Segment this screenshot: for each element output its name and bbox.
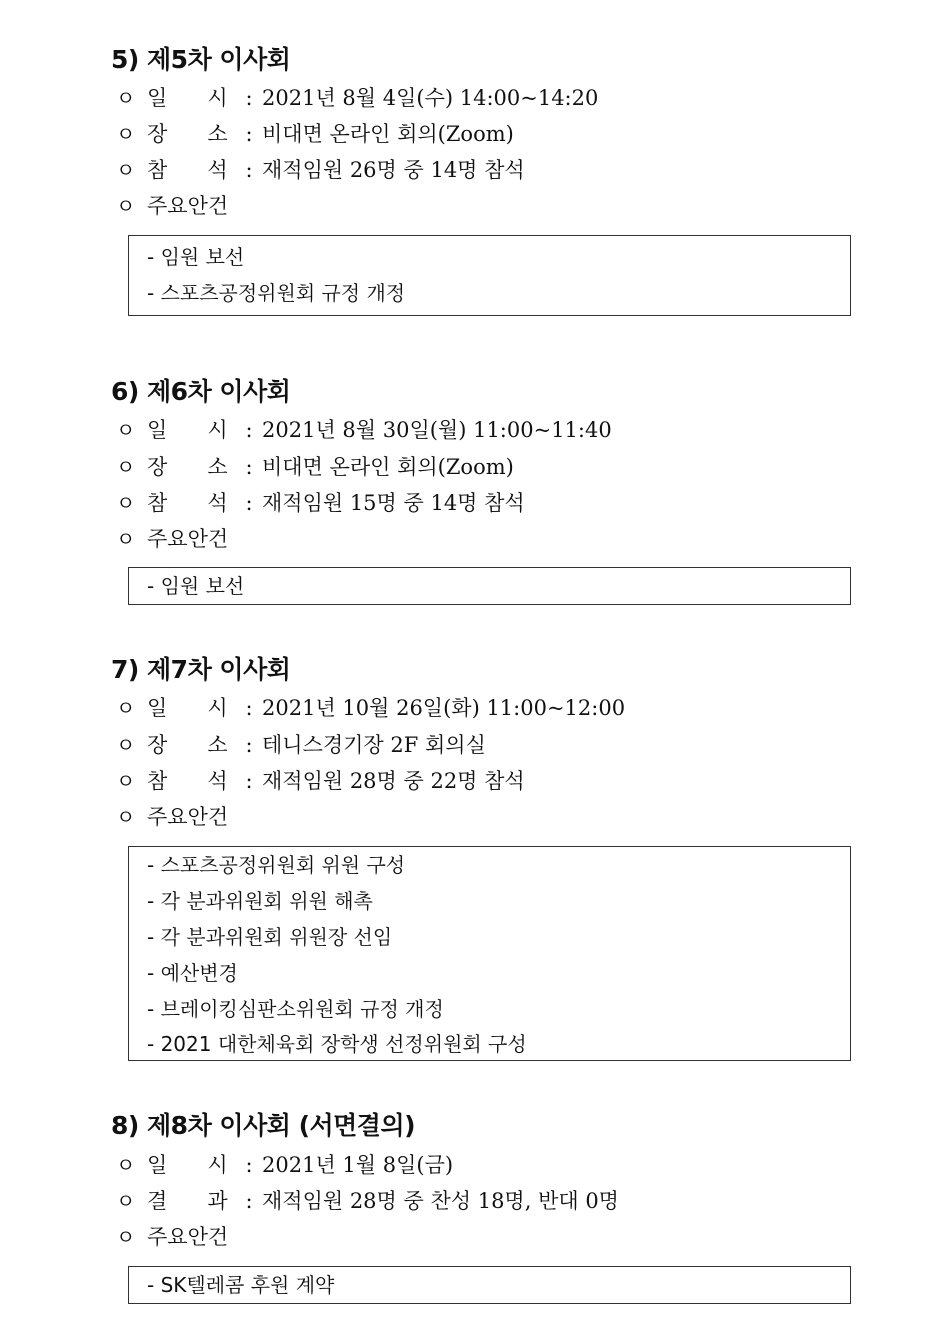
bullet-icon: ㅇ	[116, 418, 136, 442]
row-label: 장 소	[147, 122, 228, 146]
row-value: 재적임원 28명 중 찬성 18명, 반대 0명	[262, 1189, 619, 1213]
section-title: 5) 제5차 이사회	[111, 45, 291, 74]
bullet-icon: ㅇ	[116, 1225, 136, 1249]
row-label: 참 석	[147, 491, 228, 515]
agenda-box	[128, 235, 851, 316]
row-colon: :	[245, 418, 253, 442]
row-label: 일 시	[147, 696, 228, 720]
agenda-item: - 2021 대한체육회 장학생 선정위원회 구성	[147, 1032, 527, 1056]
row-value: 재적임원 15명 중 14명 참석	[262, 491, 525, 515]
bullet-icon: ㅇ	[116, 158, 136, 182]
row-colon: :	[245, 158, 253, 182]
agenda-item: - 임원 보선	[147, 245, 245, 269]
bullet-icon: ㅇ	[116, 122, 136, 146]
row-label: 주요안건	[147, 194, 229, 218]
bullet-icon: ㅇ	[116, 805, 136, 829]
agenda-box	[128, 846, 851, 1061]
bullet-icon: ㅇ	[116, 455, 136, 479]
row-value: 재적임원 26명 중 14명 참석	[262, 158, 525, 182]
section-title: 6) 제6차 이사회	[111, 377, 291, 406]
row-colon: :	[245, 122, 253, 146]
row-colon: :	[245, 491, 253, 515]
row-colon: :	[245, 1189, 253, 1213]
row-value: 테니스경기장 2F 회의실	[262, 733, 486, 757]
row-colon: :	[245, 733, 253, 757]
section-title: 7) 제7차 이사회	[111, 655, 291, 684]
bullet-icon: ㅇ	[116, 1189, 136, 1213]
bullet-icon: ㅇ	[116, 491, 136, 515]
row-label: 참 석	[147, 769, 228, 793]
row-label: 일 시	[147, 418, 228, 442]
agenda-box	[128, 1266, 851, 1304]
row-label: 주요안건	[147, 805, 229, 829]
row-label: 장 소	[147, 455, 228, 479]
row-value: 재적임원 28명 중 22명 참석	[262, 769, 525, 793]
row-label: 결 과	[147, 1189, 228, 1213]
agenda-item: - 각 분과위원회 위원장 선임	[147, 925, 393, 949]
row-value: 2021년 8월 30일(월) 11:00~11:40	[262, 418, 612, 442]
row-value: 2021년 1월 8일(금)	[262, 1153, 454, 1177]
row-value: 2021년 10월 26일(화) 11:00~12:00	[262, 696, 626, 720]
agenda-item: - SK텔레콤 후원 계약	[147, 1273, 335, 1297]
row-label: 일 시	[147, 1153, 228, 1177]
row-value: 비대면 온라인 회의(Zoom)	[262, 122, 514, 146]
row-colon: :	[245, 696, 253, 720]
bullet-icon: ㅇ	[116, 696, 136, 720]
row-label: 주요안건	[147, 527, 229, 551]
bullet-icon: ㅇ	[116, 769, 136, 793]
row-label: 주요안건	[147, 1225, 229, 1249]
row-value: 2021년 8월 4일(수) 14:00~14:20	[262, 86, 599, 110]
row-value: 비대면 온라인 회의(Zoom)	[262, 455, 514, 479]
agenda-item: - 예산변경	[147, 961, 238, 985]
row-label: 참 석	[147, 158, 228, 182]
row-colon: :	[245, 86, 253, 110]
agenda-item: - 브레이킹심판소위원회 규정 개정	[147, 997, 444, 1021]
bullet-icon: ㅇ	[116, 733, 136, 757]
bullet-icon: ㅇ	[116, 194, 136, 218]
row-colon: :	[245, 769, 253, 793]
row-label: 일 시	[147, 86, 228, 110]
row-label: 장 소	[147, 733, 228, 757]
agenda-item: - 스포츠공정위원회 규정 개정	[147, 281, 406, 305]
row-colon: :	[245, 455, 253, 479]
agenda-box	[128, 567, 851, 605]
bullet-icon: ㅇ	[116, 527, 136, 551]
bullet-icon: ㅇ	[116, 86, 136, 110]
bullet-icon: ㅇ	[116, 1153, 136, 1177]
section-title: 8) 제8차 이사회 (서면결의)	[111, 1111, 416, 1140]
row-colon: :	[245, 1153, 253, 1177]
agenda-item: - 각 분과위원회 위원 해촉	[147, 889, 373, 913]
agenda-item: - 임원 보선	[147, 574, 245, 598]
agenda-item: - 스포츠공정위원회 위원 구성	[147, 853, 406, 877]
